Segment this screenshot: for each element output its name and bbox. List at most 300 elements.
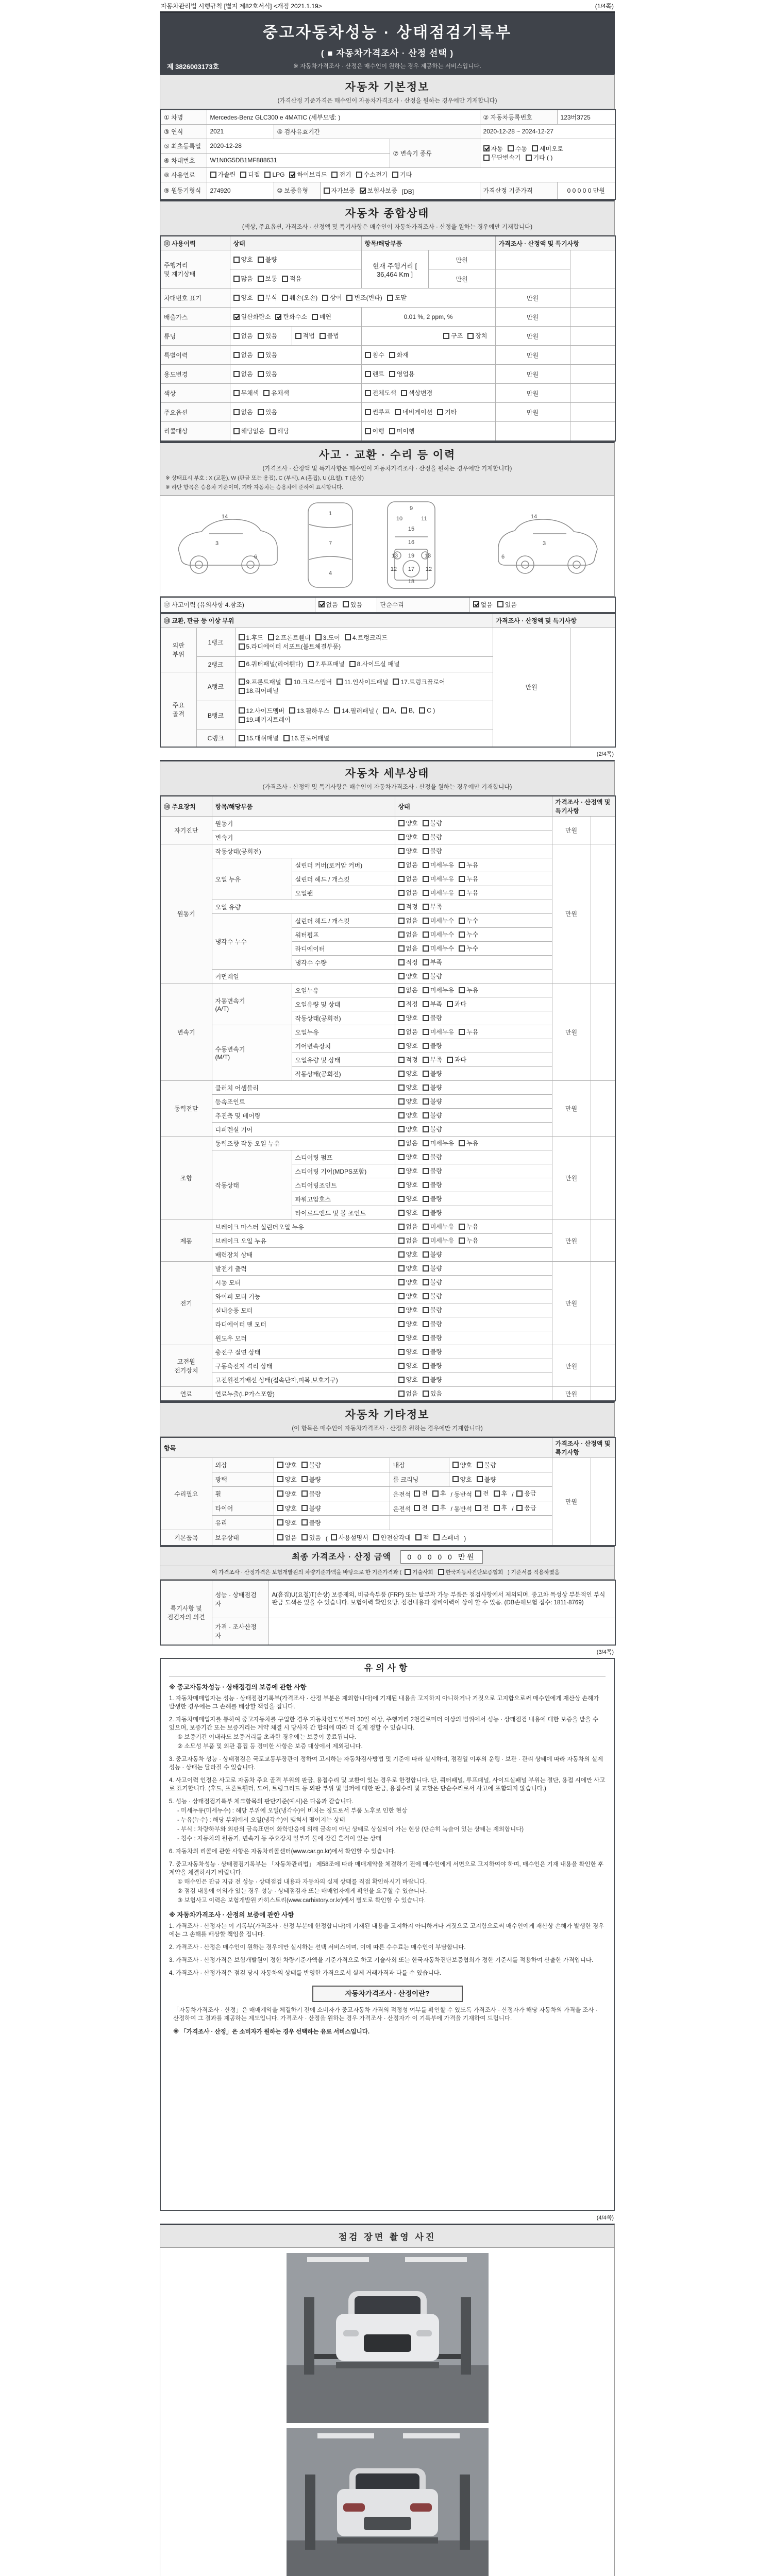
checkbox-icon[interactable] <box>423 1112 429 1118</box>
checkbox-option[interactable] <box>277 1475 297 1484</box>
checkbox-icon[interactable] <box>475 1505 481 1511</box>
checkbox-option[interactable] <box>423 888 454 897</box>
checkbox-icon[interactable] <box>373 1534 379 1540</box>
checkbox-icon[interactable] <box>423 1001 429 1007</box>
checkbox-option[interactable] <box>239 715 291 724</box>
checkbox-option[interactable] <box>395 408 432 416</box>
checkbox-icon[interactable] <box>349 661 356 667</box>
checkbox-icon[interactable] <box>334 707 340 714</box>
checkbox-icon[interactable] <box>423 862 429 868</box>
checkbox-icon[interactable] <box>398 904 405 910</box>
checkbox-option[interactable] <box>423 1180 442 1189</box>
checkbox-option[interactable] <box>423 1125 442 1133</box>
checkbox-option[interactable] <box>423 1292 442 1300</box>
checkbox-option[interactable] <box>423 916 454 925</box>
checkbox-option[interactable] <box>398 1153 418 1161</box>
checkbox-icon[interactable] <box>322 295 328 301</box>
checkbox-icon[interactable] <box>233 257 240 263</box>
checkbox-icon[interactable] <box>423 1238 429 1244</box>
checkbox-option[interactable] <box>423 1208 442 1217</box>
checkbox-icon[interactable] <box>240 172 246 178</box>
checkbox-option[interactable] <box>315 633 340 642</box>
checkbox-option[interactable] <box>494 1503 508 1512</box>
checkbox-icon[interactable] <box>239 661 245 667</box>
checkbox-icon[interactable] <box>398 1154 405 1160</box>
checkbox-option[interactable] <box>423 833 442 841</box>
checkbox-icon[interactable] <box>398 1293 405 1299</box>
checkbox-icon[interactable] <box>423 1154 429 1160</box>
checkbox-icon[interactable] <box>398 1265 405 1272</box>
checkbox-icon[interactable] <box>477 1476 483 1482</box>
checkbox-option[interactable] <box>477 1475 496 1484</box>
checkbox-icon[interactable] <box>389 371 395 377</box>
checkbox-option[interactable] <box>423 1166 442 1175</box>
checkbox-icon[interactable] <box>398 1043 405 1049</box>
checkbox-icon[interactable] <box>301 1534 308 1540</box>
checkbox-option[interactable] <box>423 1375 442 1384</box>
checkbox-icon[interactable] <box>264 172 271 178</box>
checkbox-option[interactable] <box>365 369 384 378</box>
checkbox-icon[interactable] <box>423 1098 429 1105</box>
checkbox-icon[interactable] <box>233 390 240 396</box>
checkbox-icon[interactable] <box>452 1476 459 1482</box>
checkbox-option[interactable] <box>398 1013 418 1022</box>
checkbox-option[interactable] <box>398 1306 418 1314</box>
checkbox-option[interactable] <box>277 1533 297 1542</box>
checkbox-icon[interactable] <box>233 276 240 282</box>
checkbox-icon[interactable] <box>398 862 405 868</box>
checkbox-icon[interactable] <box>419 707 425 714</box>
checkbox-icon[interactable] <box>423 945 429 952</box>
checkbox-icon[interactable] <box>270 428 276 434</box>
checkbox-icon[interactable] <box>423 973 429 979</box>
checkbox-option[interactable] <box>301 1518 321 1527</box>
checkbox-option[interactable] <box>301 1533 321 1542</box>
checkbox-option[interactable] <box>398 1361 418 1370</box>
checkbox-option[interactable] <box>233 408 253 416</box>
checkbox-option[interactable] <box>423 1306 442 1314</box>
checkbox-icon[interactable] <box>459 918 465 924</box>
checkbox-icon[interactable] <box>277 1505 283 1511</box>
checkbox-icon[interactable] <box>423 1335 429 1341</box>
checkbox-icon[interactable] <box>423 890 429 896</box>
checkbox-option[interactable] <box>401 707 414 714</box>
checkbox-option[interactable] <box>283 734 330 742</box>
checkbox-icon[interactable] <box>301 1490 308 1497</box>
checkbox-option[interactable] <box>423 846 442 855</box>
checkbox-icon[interactable] <box>239 643 245 650</box>
checkbox-option[interactable] <box>233 293 253 302</box>
checkbox-option[interactable] <box>233 255 253 264</box>
checkbox-option[interactable] <box>459 1139 478 1147</box>
checkbox-icon[interactable] <box>301 1462 308 1468</box>
checkbox-icon[interactable] <box>365 371 371 377</box>
checkbox-icon[interactable] <box>398 918 405 924</box>
checkbox-icon[interactable] <box>233 333 240 339</box>
checkbox-icon[interactable] <box>258 257 264 263</box>
checkbox-icon[interactable] <box>282 276 288 282</box>
checkbox-option[interactable] <box>398 1250 418 1259</box>
checkbox-icon[interactable] <box>437 409 443 415</box>
checkbox-icon[interactable] <box>423 1265 429 1272</box>
checkbox-option[interactable] <box>324 186 355 195</box>
checkbox-icon[interactable] <box>415 1534 422 1540</box>
checkbox-icon[interactable] <box>398 1084 405 1091</box>
checkbox-icon[interactable] <box>447 1001 453 1007</box>
checkbox-option[interactable] <box>289 706 329 715</box>
checkbox-option[interactable] <box>389 350 409 359</box>
checkbox-icon[interactable] <box>459 987 465 993</box>
checkbox-option[interactable] <box>239 642 341 651</box>
checkbox-icon[interactable] <box>268 634 274 640</box>
checkbox-option[interactable] <box>398 930 418 939</box>
checkbox-option[interactable] <box>423 1361 442 1370</box>
checkbox-icon[interactable] <box>324 188 330 194</box>
checkbox-icon[interactable] <box>423 876 429 882</box>
checkbox-icon[interactable] <box>398 1251 405 1258</box>
checkbox-icon[interactable] <box>398 1140 405 1146</box>
checkbox-option[interactable] <box>398 958 418 967</box>
checkbox-option[interactable] <box>423 1069 442 1078</box>
checkbox-option[interactable] <box>423 1333 442 1342</box>
checkbox-option[interactable] <box>423 1222 454 1231</box>
checkbox-icon[interactable] <box>401 390 407 396</box>
checkbox-option[interactable] <box>475 1489 489 1498</box>
checkbox-icon[interactable] <box>432 1505 439 1511</box>
checkbox-icon[interactable] <box>365 352 371 358</box>
checkbox-icon[interactable] <box>423 848 429 854</box>
checkbox-option[interactable] <box>277 1461 297 1469</box>
checkbox-icon[interactable] <box>423 1015 429 1021</box>
checkbox-option[interactable] <box>346 293 382 302</box>
checkbox-icon[interactable] <box>398 1377 405 1383</box>
checkbox-option[interactable] <box>423 1097 442 1106</box>
checkbox-option[interactable] <box>239 633 263 642</box>
checkbox-icon[interactable] <box>532 145 538 151</box>
checkbox-icon[interactable] <box>423 834 429 840</box>
checkbox-option[interactable] <box>452 1475 472 1484</box>
checkbox-icon[interactable] <box>423 1293 429 1299</box>
checkbox-icon[interactable] <box>398 987 405 993</box>
checkbox-checked-icon[interactable] <box>360 188 366 194</box>
checkbox-icon[interactable] <box>398 890 405 896</box>
checkbox-option[interactable] <box>312 312 331 321</box>
checkbox-option[interactable] <box>398 1083 418 1092</box>
checkbox-option[interactable] <box>320 331 339 340</box>
checkbox-option[interactable] <box>233 369 253 378</box>
checkbox-icon[interactable] <box>452 1462 459 1468</box>
checkbox-icon[interactable] <box>398 876 405 882</box>
checkbox-icon[interactable] <box>320 333 326 339</box>
checkbox-icon[interactable] <box>398 1098 405 1105</box>
checkbox-icon[interactable] <box>337 679 343 685</box>
checkbox-option[interactable] <box>423 1236 454 1245</box>
checkbox-icon[interactable] <box>285 679 292 685</box>
checkbox-option[interactable] <box>258 331 277 340</box>
checkbox-icon[interactable] <box>459 931 465 938</box>
checkbox-option[interactable] <box>423 1111 442 1120</box>
checkbox-option[interactable] <box>389 427 415 435</box>
checkbox-option[interactable] <box>419 707 435 714</box>
checkbox-option[interactable] <box>239 686 279 695</box>
checkbox-icon[interactable] <box>398 1279 405 1285</box>
checkbox-option[interactable] <box>423 1041 442 1050</box>
checkbox-icon[interactable] <box>395 409 401 415</box>
checkbox-option[interactable] <box>483 153 521 162</box>
checkbox-option[interactable] <box>423 1250 442 1259</box>
checkbox-option[interactable] <box>289 170 327 179</box>
checkbox-icon[interactable] <box>432 1490 439 1497</box>
checkbox-option[interactable] <box>277 1518 297 1527</box>
checkbox-icon[interactable] <box>414 1490 420 1497</box>
checkbox-option[interactable] <box>285 677 332 686</box>
checkbox-icon[interactable] <box>345 634 351 640</box>
checkbox-option[interactable] <box>423 1264 442 1273</box>
checkbox-icon[interactable] <box>423 820 429 826</box>
checkbox-icon[interactable] <box>392 172 398 178</box>
checkbox-icon[interactable] <box>258 352 264 358</box>
checkbox-icon[interactable] <box>312 314 318 320</box>
checkbox-icon[interactable] <box>398 1168 405 1174</box>
checkbox-icon[interactable] <box>423 904 429 910</box>
checkbox-icon[interactable] <box>398 820 405 826</box>
checkbox-option[interactable] <box>398 1069 418 1078</box>
checkbox-option[interactable] <box>423 1389 442 1398</box>
checkbox-option[interactable] <box>275 312 307 321</box>
checkbox-icon[interactable] <box>387 295 393 301</box>
checkbox-icon[interactable] <box>389 352 395 358</box>
checkbox-option[interactable] <box>233 350 253 359</box>
checkbox-option[interactable] <box>258 274 277 283</box>
checkbox-option[interactable] <box>365 408 391 416</box>
checkbox-option[interactable] <box>356 170 388 179</box>
checkbox-option[interactable] <box>398 944 418 953</box>
checkbox-icon[interactable] <box>258 295 264 301</box>
checkbox-option[interactable] <box>398 1222 418 1231</box>
checkbox-option[interactable] <box>373 1533 411 1542</box>
checkbox-option[interactable] <box>423 1194 442 1203</box>
checkbox-icon[interactable] <box>483 155 490 161</box>
checkbox-icon[interactable] <box>398 848 405 854</box>
checkbox-icon[interactable] <box>516 1505 523 1511</box>
checkbox-option[interactable] <box>345 633 388 642</box>
checkbox-icon[interactable] <box>331 172 338 178</box>
checkbox-option[interactable] <box>526 153 553 162</box>
checkbox-option[interactable] <box>398 888 418 897</box>
checkbox-icon[interactable] <box>277 1534 283 1540</box>
checkbox-option[interactable] <box>210 170 236 179</box>
checkbox-icon[interactable] <box>438 1569 444 1575</box>
checkbox-option[interactable] <box>387 293 407 302</box>
checkbox-option[interactable] <box>239 734 279 742</box>
checkbox-option[interactable] <box>414 1489 428 1498</box>
checkbox-option[interactable] <box>532 144 563 153</box>
checkbox-option[interactable] <box>447 1055 466 1064</box>
checkbox-icon[interactable] <box>398 1210 405 1216</box>
checkbox-option[interactable] <box>365 350 384 359</box>
checkbox-option[interactable] <box>432 1489 446 1498</box>
checkbox-option[interactable] <box>398 986 418 994</box>
checkbox-checked-icon[interactable] <box>275 314 281 320</box>
checkbox-icon[interactable] <box>356 172 362 178</box>
checkbox-icon[interactable] <box>516 1490 523 1497</box>
checkbox-icon[interactable] <box>398 1349 405 1355</box>
checkbox-option[interactable] <box>508 144 527 153</box>
checkbox-icon[interactable] <box>398 1335 405 1341</box>
checkbox-icon[interactable] <box>423 1307 429 1313</box>
checkbox-option[interactable] <box>475 1503 489 1512</box>
checkbox-option[interactable] <box>398 1375 418 1384</box>
checkbox-icon[interactable] <box>393 679 399 685</box>
checkbox-option[interactable] <box>301 1504 321 1513</box>
checkbox-icon[interactable] <box>494 1490 500 1497</box>
checkbox-icon[interactable] <box>283 735 290 741</box>
checkbox-icon[interactable] <box>233 428 240 434</box>
checkbox-option[interactable] <box>258 408 277 416</box>
checkbox-option[interactable] <box>301 1475 321 1484</box>
checkbox-option[interactable] <box>423 1013 442 1022</box>
checkbox-icon[interactable] <box>459 1029 465 1035</box>
checkbox-icon[interactable] <box>258 333 264 339</box>
checkbox-icon[interactable] <box>343 601 349 607</box>
checkbox-option[interactable] <box>447 999 466 1008</box>
checkbox-icon[interactable] <box>308 661 314 667</box>
checkbox-option[interactable] <box>423 1278 442 1286</box>
checkbox-option[interactable] <box>268 633 311 642</box>
checkbox-option[interactable] <box>398 902 418 911</box>
checkbox-option[interactable] <box>423 1027 454 1036</box>
checkbox-option[interactable] <box>398 819 418 827</box>
checkbox-option[interactable] <box>398 916 418 925</box>
checkbox-icon[interactable] <box>365 390 371 396</box>
checkbox-icon[interactable] <box>398 1029 405 1035</box>
checkbox-icon[interactable] <box>233 371 240 377</box>
checkbox-icon[interactable] <box>459 1140 465 1146</box>
checkbox-icon[interactable] <box>389 428 395 434</box>
checkbox-option[interactable] <box>438 1568 503 1576</box>
checkbox-option[interactable] <box>282 293 317 302</box>
checkbox-option[interactable] <box>516 1489 536 1498</box>
checkbox-option[interactable] <box>349 659 400 668</box>
checkbox-option[interactable] <box>334 706 378 715</box>
checkbox-option[interactable] <box>398 1319 418 1328</box>
checkbox-option[interactable] <box>398 1194 418 1203</box>
checkbox-icon[interactable] <box>398 1321 405 1327</box>
checkbox-icon[interactable] <box>258 276 264 282</box>
checkbox-icon[interactable] <box>239 679 245 685</box>
checkbox-icon[interactable] <box>477 1462 483 1468</box>
checkbox-icon[interactable] <box>301 1519 308 1526</box>
checkbox-option[interactable] <box>415 1533 429 1542</box>
checkbox-option[interactable] <box>398 1027 418 1036</box>
checkbox-icon[interactable] <box>398 1071 405 1077</box>
checkbox-icon[interactable] <box>239 634 245 640</box>
checkbox-icon[interactable] <box>258 409 264 415</box>
checkbox-option[interactable] <box>398 1180 418 1189</box>
checkbox-icon[interactable] <box>398 1363 405 1369</box>
checkbox-option[interactable] <box>459 1236 478 1245</box>
checkbox-icon[interactable] <box>239 707 245 714</box>
checkbox-option[interactable] <box>398 1333 418 1342</box>
checkbox-icon[interactable] <box>282 295 288 301</box>
checkbox-option[interactable] <box>398 999 418 1008</box>
checkbox-option[interactable] <box>423 1153 442 1161</box>
checkbox-icon[interactable] <box>443 333 449 339</box>
checkbox-option[interactable] <box>263 388 289 397</box>
checkbox-icon[interactable] <box>447 1057 453 1063</box>
checkbox-icon[interactable] <box>459 1238 465 1244</box>
checkbox-option[interactable] <box>322 293 342 302</box>
checkbox-option[interactable] <box>398 1125 418 1133</box>
checkbox-option[interactable] <box>423 986 454 994</box>
checkbox-option[interactable] <box>239 677 281 686</box>
checkbox-option[interactable] <box>277 1504 297 1513</box>
checkbox-icon[interactable] <box>405 1569 411 1575</box>
checkbox-icon[interactable] <box>239 717 245 723</box>
checkbox-icon[interactable] <box>423 931 429 938</box>
checkbox-checked-icon[interactable] <box>483 145 490 151</box>
checkbox-option[interactable] <box>423 958 442 967</box>
checkbox-option[interactable] <box>264 171 284 178</box>
checkbox-icon[interactable] <box>331 1534 337 1540</box>
checkbox-icon[interactable] <box>398 1224 405 1230</box>
checkbox-option[interactable] <box>423 944 454 953</box>
checkbox-option[interactable] <box>233 388 259 397</box>
checkbox-option[interactable] <box>459 986 478 994</box>
checkbox-icon[interactable] <box>423 1043 429 1049</box>
checkbox-option[interactable] <box>233 312 271 321</box>
checkbox-icon[interactable] <box>301 1476 308 1482</box>
checkbox-option[interactable] <box>459 888 478 897</box>
checkbox-option[interactable] <box>398 1389 418 1398</box>
checkbox-icon[interactable] <box>233 409 240 415</box>
checkbox-option[interactable] <box>423 860 454 869</box>
checkbox-option[interactable] <box>277 1489 297 1498</box>
checkbox-icon[interactable] <box>398 834 405 840</box>
checkbox-option[interactable] <box>398 833 418 841</box>
checkbox-option[interactable] <box>516 1503 536 1512</box>
checkbox-option[interactable] <box>423 902 442 911</box>
checkbox-icon[interactable] <box>433 1534 440 1540</box>
checkbox-option[interactable] <box>437 408 457 416</box>
checkbox-icon[interactable] <box>423 1029 429 1035</box>
checkbox-option[interactable] <box>398 1041 418 1050</box>
checkbox-icon[interactable] <box>398 1196 405 1202</box>
checkbox-option[interactable] <box>459 874 478 883</box>
checkbox-option[interactable] <box>452 1461 472 1469</box>
checkbox-option[interactable] <box>467 331 487 340</box>
checkbox-option[interactable] <box>270 427 289 435</box>
checkbox-icon[interactable] <box>423 918 429 924</box>
checkbox-icon[interactable] <box>365 409 371 415</box>
checkbox-icon[interactable] <box>398 931 405 938</box>
checkbox-option[interactable] <box>398 1055 418 1064</box>
checkbox-icon[interactable] <box>459 945 465 952</box>
checkbox-icon[interactable] <box>459 890 465 896</box>
checkbox-icon[interactable] <box>459 862 465 868</box>
checkbox-icon[interactable] <box>526 155 532 161</box>
checkbox-icon[interactable] <box>459 1224 465 1230</box>
checkbox-option[interactable] <box>423 972 442 980</box>
checkbox-option[interactable] <box>433 1533 459 1542</box>
checkbox-option[interactable] <box>318 600 338 609</box>
checkbox-icon[interactable] <box>423 1349 429 1355</box>
checkbox-option[interactable] <box>239 706 285 715</box>
checkbox-icon[interactable] <box>475 1490 481 1497</box>
checkbox-icon[interactable] <box>398 1238 405 1244</box>
checkbox-option[interactable] <box>301 1489 321 1498</box>
checkbox-icon[interactable] <box>258 371 264 377</box>
